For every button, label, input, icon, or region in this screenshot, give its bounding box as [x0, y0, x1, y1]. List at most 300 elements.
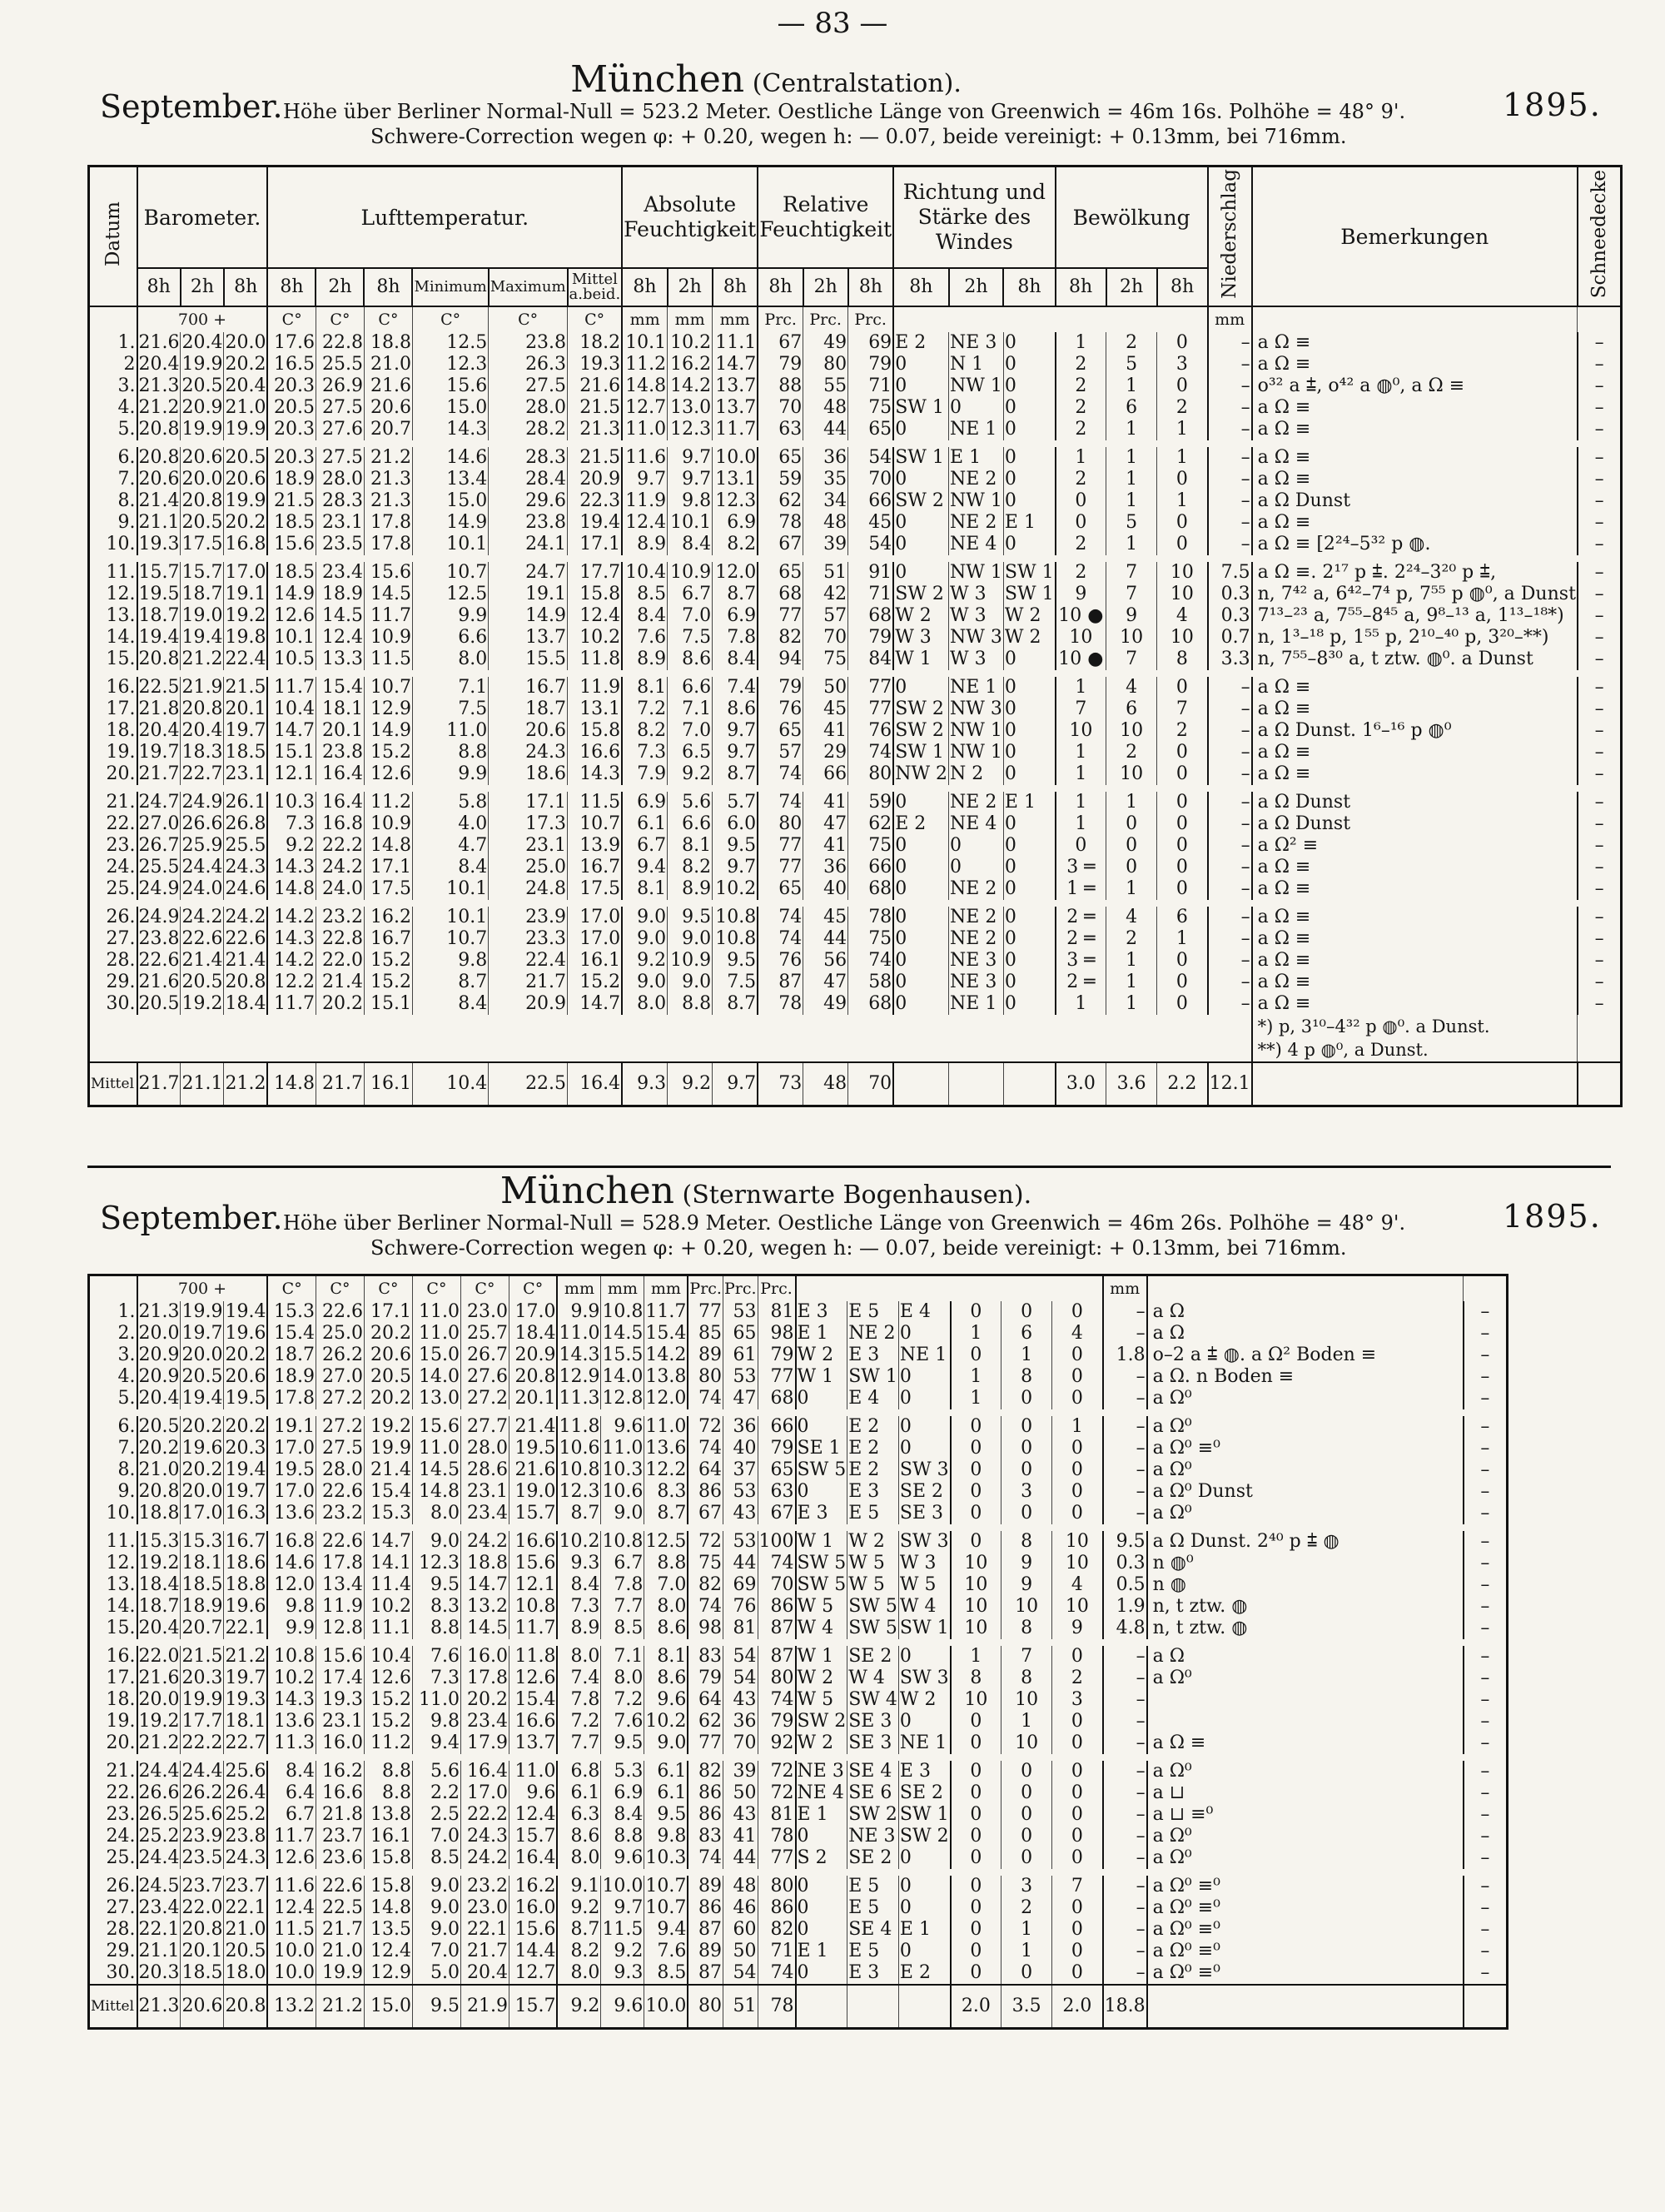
data-cell: 9.7 — [713, 720, 758, 742]
data-cell: 11.9 — [568, 677, 623, 698]
station-info-line2: Schwere-Correction wegen φ: + 0.20, wegen h: — 0.07, beide vereinigt: + 0.13mm, bei 716mm. — [370, 1236, 1347, 1260]
data-cell: 0 — [898, 1847, 950, 1869]
data-cell: 77 — [848, 698, 894, 720]
data-cell: 10.9 — [364, 627, 412, 649]
data-cell: 4 — [1106, 677, 1157, 698]
data-cell: 0 — [1001, 1962, 1052, 1985]
row-gap-cell — [89, 440, 1622, 447]
data-cell: 20.3 — [181, 1668, 223, 1688]
data-cell: 26.6 — [181, 813, 223, 834]
table-row — [89, 562, 1622, 584]
data-cell: 0 — [951, 1711, 1001, 1732]
data-cell: 1 — [1056, 742, 1106, 763]
data-cell: 9.0 — [412, 1531, 460, 1553]
data-cell: 17.5 — [568, 878, 623, 900]
data-cell: 36 — [723, 1711, 758, 1732]
data-cell: 10.6 — [559, 1438, 600, 1459]
bemerkungen-cell: a Ω ≡ — [1252, 469, 1578, 490]
datum-cell: 21. — [89, 792, 137, 813]
data-cell: – — [1464, 1323, 1508, 1345]
data-cell: 8.4 — [713, 649, 758, 670]
data-cell: 66 — [848, 490, 894, 512]
data-cell: 10.1 — [412, 534, 488, 555]
data-cell: – — [1464, 1941, 1508, 1962]
data-cell: 0 — [1052, 1503, 1103, 1524]
data-cell: 20.5 — [225, 1941, 266, 1961]
datum-cell: 7. — [89, 469, 137, 490]
data-cell: 21.9 — [181, 677, 223, 698]
data-cell: 54 — [723, 1646, 758, 1668]
header-wind: Richtung und Stärke des Windes — [893, 167, 1055, 269]
data-cell: 11.2 — [364, 792, 412, 813]
data-cell: SW 5 — [848, 1618, 897, 1638]
data-cell: 87 — [758, 1618, 796, 1639]
data-cell: 10.7 — [568, 813, 623, 835]
mittel-cell — [1252, 1062, 1578, 1106]
data-cell: 0 — [1052, 1711, 1103, 1732]
bemerkungen-cell: a Ω ≡ — [1252, 907, 1578, 928]
data-cell: 0 — [1001, 1804, 1052, 1826]
data-cell: 6.6 — [668, 813, 713, 835]
datum-cell: 9. — [89, 1481, 137, 1503]
data-cell: 11.7 — [267, 677, 316, 698]
data-cell: 5.8 — [412, 792, 488, 813]
data-cell: 66 — [803, 763, 848, 785]
data-cell: W 4 — [796, 1618, 847, 1639]
mittel-cell: 2.0 — [951, 1985, 1001, 2029]
data-cell: 14.5 — [412, 1459, 460, 1481]
data-cell: 50 — [723, 1782, 758, 1804]
data-cell: – — [1578, 649, 1622, 670]
data-cell: 20.2 — [364, 1323, 412, 1345]
data-cell: NW 1 — [950, 490, 1002, 511]
data-cell: 19.3 — [568, 354, 623, 375]
data-cell: 20.4 — [225, 375, 266, 396]
data-cell: 0 — [1003, 332, 1055, 354]
data-cell: 9.5 — [412, 1574, 460, 1596]
data-cell: 15.7 — [181, 562, 223, 583]
data-cell: 74 — [758, 763, 803, 785]
data-cell: – — [1208, 813, 1252, 835]
data-cell: W 1 — [796, 1531, 847, 1553]
data-cell: 20.9 — [138, 1366, 180, 1387]
data-cell: 9.0 — [622, 928, 668, 950]
data-cell: – — [1464, 1553, 1508, 1574]
data-cell: 19.2 — [364, 1416, 412, 1438]
data-cell: 23.0 — [460, 1301, 509, 1323]
data-cell: W 2 — [1003, 605, 1055, 627]
data-cell: 17.1 — [489, 792, 568, 813]
data-cell: – — [1464, 1531, 1508, 1553]
units-cell: C° — [568, 306, 623, 332]
data-cell: 18.7 — [138, 1596, 180, 1617]
data-cell: – — [1578, 419, 1622, 440]
data-cell: 21.0 — [364, 354, 412, 375]
data-cell: 27.2 — [460, 1388, 509, 1409]
bemerkungen-cell: a Ω — [1147, 1301, 1464, 1323]
data-cell: 8.4 — [412, 857, 488, 878]
datum-cell: 2 — [89, 354, 137, 375]
data-cell: 7.4 — [713, 677, 758, 698]
table-row — [89, 972, 1622, 993]
data-cell: 14.3 — [568, 763, 623, 785]
data-cell: E 5 — [847, 1897, 899, 1919]
datum-cell: 17. — [89, 698, 137, 720]
data-cell: 25.5 — [138, 857, 180, 877]
table-row — [89, 1941, 1508, 1962]
data-cell: 8.9 — [557, 1618, 600, 1639]
data-cell: 10 — [1001, 1689, 1052, 1711]
data-cell: 21.7 — [489, 972, 568, 993]
units-cell: Prc. — [758, 306, 803, 332]
data-cell: 7.0 — [412, 1941, 460, 1962]
data-cell: 23.0 — [460, 1897, 509, 1919]
data-cell: 25.5 — [316, 354, 364, 375]
data-cell: 19.9 — [225, 419, 266, 440]
data-cell: 7.8 — [557, 1689, 600, 1711]
data-cell: 12.4 — [267, 1897, 316, 1919]
data-cell: 21.6 — [138, 972, 180, 992]
data-cell: 6.9 — [622, 792, 668, 813]
data-cell: 18.8 — [138, 1503, 180, 1524]
data-cell: 72 — [688, 1416, 723, 1438]
data-cell: 10.4 — [267, 698, 316, 720]
bemerkungen-cell: a Ω ≡ — [1252, 512, 1578, 534]
table-row — [89, 792, 1622, 813]
data-cell: 4 — [1052, 1323, 1103, 1345]
data-cell: 0 — [1157, 835, 1208, 857]
data-cell: 41 — [723, 1826, 758, 1847]
data-cell: 20.8 — [509, 1366, 557, 1388]
data-cell: 24.7 — [489, 562, 568, 584]
data-cell: – — [1208, 512, 1252, 534]
data-cell: W 2 — [796, 1732, 847, 1754]
bemerkungen-cell: a Ω ≡ — [1252, 354, 1578, 375]
data-cell: 20.2 — [181, 1416, 223, 1437]
data-cell: 15.5 — [602, 1345, 644, 1365]
data-cell: 24.2 — [225, 907, 266, 927]
data-cell: 74 — [758, 792, 803, 813]
data-cell: 9.4 — [644, 1919, 688, 1941]
data-cell: 15.0 — [412, 1345, 460, 1366]
bemerkungen-cell: a Ω ≡ — [1252, 763, 1578, 785]
data-cell: 80 — [848, 763, 894, 785]
data-cell: 1 — [1106, 950, 1157, 972]
data-cell: 11.2 — [364, 1732, 412, 1754]
data-cell: E 1 — [796, 1323, 847, 1345]
data-cell: 27.5 — [316, 397, 364, 419]
datum-cell: 2. — [89, 1323, 137, 1345]
data-cell: 7.3 — [557, 1596, 600, 1618]
data-cell: NE 2 — [949, 907, 1004, 928]
data-cell: 15.8 — [364, 1847, 412, 1869]
data-cell: 0 — [1003, 972, 1055, 993]
data-cell: 3 — [1052, 1689, 1103, 1711]
data-cell: 10.3 — [645, 1847, 687, 1868]
data-cell: – — [1464, 1618, 1508, 1639]
observation-table — [87, 1274, 1508, 2030]
data-cell: – — [1464, 1574, 1508, 1596]
data-cell: 7.6 — [412, 1646, 460, 1668]
data-cell: SE 4 — [847, 1761, 899, 1782]
data-cell: 10.2 — [668, 332, 713, 354]
data-cell: 74 — [688, 1388, 723, 1409]
data-cell: – — [1103, 1941, 1147, 1962]
data-cell: 8.7 — [713, 993, 758, 1015]
data-cell: 82 — [688, 1574, 723, 1596]
mittel-cell: 16.1 — [364, 1062, 412, 1106]
datum-cell: 30. — [89, 993, 137, 1015]
data-cell: 6.5 — [668, 742, 713, 763]
mittel-label: Mittel — [89, 1985, 137, 2029]
observation-table — [87, 165, 1623, 1107]
bemerkungen-cell: a Ω ≡ — [1252, 878, 1578, 900]
data-cell: 11.7 — [267, 993, 316, 1015]
data-cell: 9.5 — [668, 907, 713, 928]
table-row — [89, 1732, 1508, 1754]
data-cell: 19.0 — [509, 1481, 557, 1503]
data-cell: 17.8 — [316, 1553, 364, 1574]
data-cell: 19.1 — [267, 1416, 316, 1438]
data-cell: NW 2 — [895, 763, 948, 784]
data-cell: 20.6 — [489, 720, 568, 742]
data-cell: 9.9 — [557, 1301, 600, 1323]
data-cell: – — [1208, 835, 1252, 857]
datum-cell: 4. — [89, 397, 137, 419]
data-cell: 63 — [758, 1481, 796, 1503]
datum-cell: 24. — [89, 1826, 137, 1847]
data-cell: NW 1 — [950, 720, 1002, 741]
data-cell: 8 — [1001, 1668, 1052, 1689]
data-cell: 11.7 — [509, 1618, 557, 1639]
data-cell: 23.3 — [489, 928, 568, 950]
data-cell: 19.2 — [225, 605, 266, 626]
bemerkungen-cell: a Ω ≡ — [1252, 857, 1578, 878]
data-cell: 36 — [803, 857, 848, 878]
data-cell: – — [1578, 584, 1622, 605]
data-cell: 8.0 — [622, 993, 668, 1015]
data-cell: 19.9 — [181, 354, 223, 375]
data-cell: E 5 — [847, 1503, 899, 1524]
data-cell: 0 — [951, 1847, 1001, 1869]
datum-cell: 27. — [89, 928, 137, 950]
data-cell: 20.0 — [181, 1345, 223, 1365]
data-cell: 0 — [1052, 1919, 1103, 1941]
mittel-cell: 9.6 — [601, 1985, 644, 2029]
data-cell: E 2 — [847, 1416, 899, 1438]
data-cell: 59 — [848, 792, 894, 813]
data-cell: 23.2 — [460, 1876, 509, 1897]
data-cell: 20.4 — [181, 720, 223, 741]
data-cell: 20.6 — [364, 1345, 412, 1366]
data-cell: 67 — [758, 534, 803, 555]
data-cell: 23.8 — [316, 742, 364, 763]
data-cell: 0 — [1157, 512, 1208, 534]
data-cell: 28.6 — [460, 1459, 509, 1481]
units-cell: C° — [412, 306, 488, 332]
units-cell — [796, 1275, 1103, 1302]
data-cell: 81 — [758, 1301, 796, 1323]
data-cell: – — [1103, 1416, 1147, 1438]
data-cell: 12.1 — [509, 1574, 557, 1596]
data-cell: E 3 — [898, 1761, 950, 1782]
data-cell: 19.7 — [138, 742, 180, 763]
data-cell: 2 — [1157, 397, 1208, 419]
data-cell: 1.8 — [1103, 1345, 1147, 1366]
data-cell: 7.8 — [601, 1574, 644, 1596]
data-cell: 20.1 — [181, 1941, 223, 1961]
data-cell: 10.9 — [364, 813, 412, 835]
data-cell: 13.6 — [645, 1438, 687, 1459]
data-cell: 7 — [1106, 584, 1157, 605]
data-cell: 9.0 — [622, 907, 668, 928]
data-cell: 9.7 — [713, 857, 758, 878]
data-cell: E 3 — [796, 1301, 847, 1323]
data-cell: 0 — [1056, 490, 1106, 512]
bemerkungen-cell: a Ω ≡ — [1252, 928, 1578, 950]
data-cell: 46 — [723, 1897, 758, 1919]
data-cell: 10 — [951, 1618, 1001, 1639]
data-cell: 16.8 — [316, 813, 364, 835]
data-cell: 74 — [758, 928, 803, 950]
data-cell: 3 — [1001, 1876, 1052, 1897]
data-cell: 0 — [898, 1646, 950, 1668]
data-cell: 10.7 — [645, 1876, 687, 1896]
data-cell: 78 — [848, 907, 894, 928]
data-cell: 79 — [758, 354, 803, 375]
data-cell: – — [1103, 1388, 1147, 1409]
datum-cell: 28. — [89, 1919, 137, 1941]
data-cell: 10.2 — [568, 627, 623, 649]
data-cell: 66 — [758, 1416, 796, 1438]
footnote-text: **) 4 p ◍⁰, a Dunst. — [1252, 1038, 1578, 1062]
data-cell: 72 — [758, 1782, 796, 1804]
data-cell: 9.6 — [509, 1782, 557, 1804]
data-cell: 16.1 — [364, 1826, 412, 1847]
data-cell: 5.3 — [601, 1761, 644, 1782]
data-cell: – — [1464, 1481, 1508, 1503]
station-title — [100, 1170, 1432, 1212]
bemerkungen-cell: a Ω ≡ — [1252, 397, 1578, 419]
data-cell: – — [1578, 720, 1622, 742]
data-cell: W 3 — [949, 584, 1004, 605]
data-cell: 4 — [1157, 605, 1208, 627]
row-gap-cell — [89, 900, 1622, 907]
data-cell: 8.7 — [713, 763, 758, 785]
data-cell: 17.3 — [489, 813, 568, 835]
datum-cell: 5. — [89, 1388, 137, 1409]
data-cell: 7 — [1056, 698, 1106, 720]
data-cell: SE 3 — [847, 1711, 899, 1732]
data-cell: 14.2 — [645, 1345, 687, 1365]
data-cell: 13.6 — [267, 1711, 316, 1732]
data-cell: 21.8 — [316, 1804, 364, 1826]
data-cell: 10.0 — [267, 1962, 316, 1985]
data-cell: 2 ═ — [1056, 928, 1106, 950]
data-cell: – — [1103, 1732, 1147, 1754]
data-cell: 17.0 — [225, 562, 266, 583]
data-cell: 25.2 — [225, 1804, 266, 1825]
row-gap — [89, 1754, 1508, 1761]
data-cell: 24.8 — [489, 878, 568, 900]
data-cell: 0 — [893, 677, 948, 698]
table-row — [89, 1301, 1508, 1323]
units-cell: C° — [267, 1275, 316, 1302]
table-row — [89, 878, 1622, 900]
data-cell: 85 — [688, 1323, 723, 1345]
table-row — [89, 835, 1622, 857]
table-row — [89, 627, 1622, 649]
data-cell: 15.3 — [364, 1503, 412, 1524]
data-cell: N 1 — [949, 354, 1004, 375]
datum-cell: 13. — [89, 1574, 137, 1596]
mittel-label: Mittel — [89, 1062, 137, 1106]
data-cell: 13.1 — [713, 469, 758, 490]
data-cell: 17.9 — [460, 1732, 509, 1754]
data-cell: 9.2 — [622, 950, 668, 972]
data-cell: 16.4 — [460, 1761, 509, 1782]
data-cell: 10 — [951, 1689, 1001, 1711]
data-cell: 13.3 — [316, 649, 364, 670]
data-cell: 1 — [1157, 928, 1208, 950]
data-cell: 8.2 — [557, 1941, 600, 1962]
data-cell: SW 1 — [893, 447, 948, 469]
data-cell: 18.8 — [225, 1574, 266, 1595]
mittel-cell: 18.8 — [1103, 1985, 1147, 2029]
data-cell: 39 — [723, 1761, 758, 1782]
bemerkungen-cell: a Ω ≡ — [1252, 332, 1578, 354]
data-cell: 20.9 — [509, 1345, 557, 1366]
data-cell: 79 — [758, 1438, 796, 1459]
bemerkungen-cell: a Ω⁰ ≡⁰ — [1147, 1897, 1464, 1919]
data-cell: 19.4 — [181, 627, 223, 648]
data-cell: – — [1103, 1366, 1147, 1388]
data-cell: W 3 — [949, 605, 1004, 627]
table-row — [89, 1804, 1508, 1826]
data-cell: 41 — [803, 720, 848, 742]
data-cell: 8.0 — [557, 1646, 600, 1668]
data-cell: 5.6 — [412, 1761, 460, 1782]
data-cell: 6.1 — [644, 1761, 688, 1782]
data-cell: 7.5 — [668, 627, 713, 649]
data-cell: 1 — [1052, 1416, 1103, 1438]
datum-cell: 16. — [89, 1646, 137, 1668]
data-cell: 11.0 — [412, 1689, 460, 1711]
data-cell: 18.7 — [267, 1345, 316, 1366]
data-cell: E 2 — [898, 1962, 950, 1985]
data-cell: 1 — [1001, 1941, 1052, 1962]
data-cell: – — [1208, 950, 1252, 972]
data-cell: 24.4 — [138, 1847, 180, 1868]
data-cell: W 3 — [898, 1553, 950, 1574]
bemerkungen-cell: a Ω — [1147, 1646, 1464, 1668]
data-cell: 74 — [758, 1689, 796, 1711]
data-cell: 12.8 — [316, 1618, 364, 1639]
data-cell: 20.2 — [460, 1689, 509, 1711]
data-cell: – — [1208, 742, 1252, 763]
data-cell: 0 — [893, 562, 948, 584]
data-cell: 75 — [848, 835, 894, 857]
footnote-spacer — [89, 1038, 1252, 1062]
data-cell: 77 — [688, 1732, 723, 1754]
data-cell: 15.4 — [316, 677, 364, 698]
data-cell: SW 1 — [1004, 584, 1054, 604]
data-cell: 12.1 — [267, 763, 316, 785]
mittel-cell: 78 — [758, 1985, 796, 2029]
data-cell: 28.0 — [460, 1438, 509, 1459]
data-cell: 0 — [796, 1897, 847, 1919]
bemerkungen-cell: n, 7⁴² a, 6⁴²–7⁴ p, 7⁵⁵ p ◍⁰, a Dunst — [1252, 584, 1578, 605]
